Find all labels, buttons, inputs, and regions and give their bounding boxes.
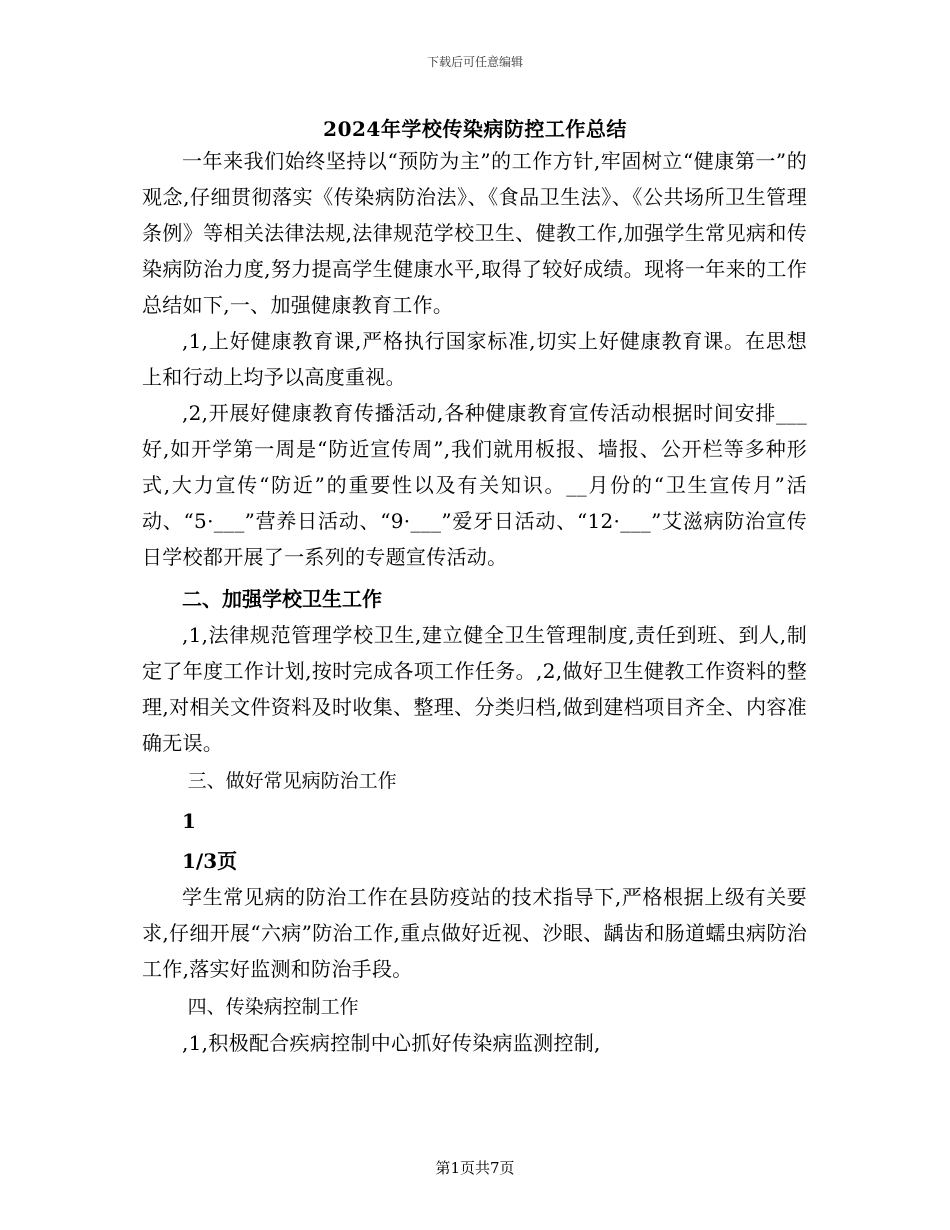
paragraph-health-campaign: ,2,开展好健康教育传播活动,各种健康教育宣传活动根据时间安排___好,如开学第一周是“防近宣传周”,我们就用板报、墙报、公开栏等多种形式,大力宣传“防近”的重要性以及有关知识。__月份的“卫生宣传月”活动、“5·___”营养日活动、“9·___”爱牙日活动、“12·___”艾滋病防治宣传日学校都开展了一系列的专题宣传活动。 bbox=[142, 401, 807, 569]
paragraph-common-disease: 学生常见病的防治工作在县防疫站的技术指导下,严格根据上级有关要求,仔细开展“六病”防治工作,重点做好近视、沙眼、龋齿和肠道蠕虫病防治工作,落实好监测和防治手段。 bbox=[142, 885, 807, 981]
paragraph-infectious-monitoring: ,1,积极配合疾病控制中心抓好传染病监测控制, bbox=[182, 1031, 601, 1055]
page-marker-fraction: 1/3页 bbox=[182, 849, 238, 873]
section-heading-common-disease: 三、做好常见病防治工作 bbox=[187, 770, 397, 792]
section-heading-school-hygiene: 二、加强学校卫生工作 bbox=[182, 587, 382, 611]
page-marker-number: 1 bbox=[182, 809, 196, 833]
section-heading-infectious-control: 四、传染病控制工作 bbox=[187, 996, 359, 1018]
page-footer: 第1页共7页 bbox=[435, 1159, 515, 1177]
document-body bbox=[142, 143, 807, 1061]
header-note: 下载后可任意编辑 bbox=[426, 55, 523, 69]
paragraph-health-class: ,1,上好健康教育课,严格执行国家标准,切实上好健康教育课。在思想上和行动上均予以高度重视。 bbox=[142, 329, 807, 389]
document-title: 2024年学校传染病防控工作总结 bbox=[323, 117, 627, 141]
paragraph-intro: 一年来我们始终坚持以“预防为主”的工作方针,牢固树立“健康第一”的观念,仔细贯彻落实《传染病防治法》、《食品卫生法》、《公共场所卫生管理条例》等相关法律法规,法律规范学校卫生、健教工作,加强学生常见病和传染病防治力度,努力提高学生健康水平,取得了较好成绩。现将一年来的工作总结如下,一、加强健康教育工作。 bbox=[142, 149, 807, 317]
paragraph-hygiene-management: ,1,法律规范管理学校卫生,建立健全卫生管理制度,责任到班、到人,制定了年度工作计划,按时完成各项工作任务。,2,做好卫生健教工作资料的整理,对相关文件资料及时收集、整理、分类归档,做到建档项目齐全、内容准确无误。 bbox=[142, 623, 807, 755]
